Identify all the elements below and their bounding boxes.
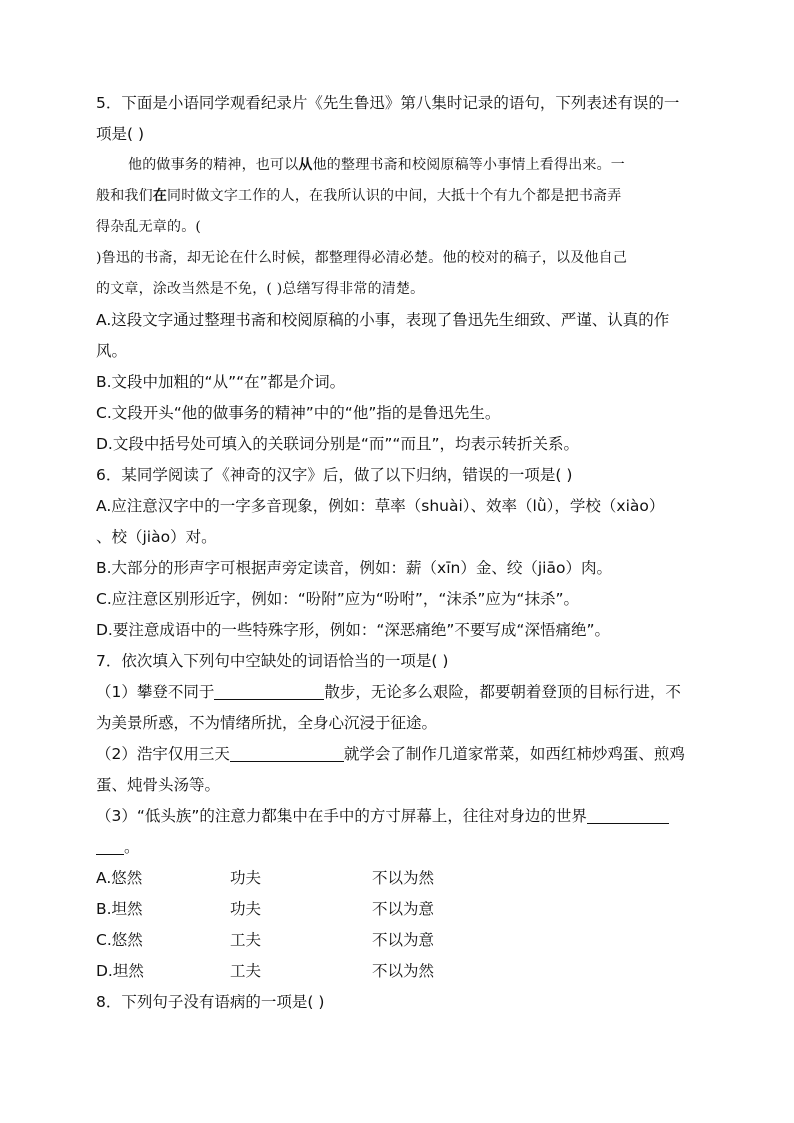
q5-option-b: B.文段中加粗的“从”“在”都是介词。 (96, 373, 346, 391)
fill-blank-1 (214, 681, 324, 700)
q7-sentence-2-line-1 (96, 739, 700, 770)
bold-word-cong: 从 (298, 157, 313, 173)
q7-sentence-1-line-2: 为美景所惑，不为情绪所扰，全身心沉浸于征途。 (96, 714, 438, 732)
q5-passage-line-1 (96, 150, 700, 181)
q6-option-c: C.应注意区别形近字，例如：“吩附”应为“吩咐”，“沫杀”应为“抹杀”。 (96, 590, 579, 608)
passage-text: 他的整理书斋和校阅原稿等小事情上看得出来。一 (312, 157, 626, 173)
sentence-text: （1）攀登不同于 (96, 683, 215, 701)
q8-stem: 8．下列句子没有语病的一项是( ) (96, 993, 325, 1011)
q6-option-a-line-2: 、校（jiào）对。 (96, 528, 217, 546)
q5-option-a-line-1: A.这段文字通过整理书斋和校阅原稿的小事，表现了鲁迅先生细致、严谨、认真的作 (96, 311, 670, 329)
option-cell: 不以为意 (372, 931, 435, 949)
option-cell: 工夫 (230, 931, 262, 949)
sentence-text: （2）浩宇仅用三天 (96, 745, 230, 763)
option-cell: C.悠然 (96, 931, 143, 949)
q5-passage-line-5: 的文章，涂改当然是不免，( )总缮写得非常的清楚。 (96, 281, 425, 297)
q6-option-a-line-1: A.应注意汉字中的一字多音现象，例如：草率（shuài）、效率（lǜ），学校（xiào） (96, 497, 665, 515)
q5-option-c: C.文段开头“他的做事务的精神”中的“他”指的是鲁迅先生。 (96, 404, 501, 422)
fill-blank-3b (96, 836, 124, 855)
q5-option-d: D.文段中括号处可填入的关联词分别是“而”“而且”，均表示转折关系。 (96, 435, 579, 453)
option-cell: 不以为意 (372, 900, 435, 918)
option-cell: 功夫 (230, 900, 262, 918)
option-cell: 功夫 (230, 869, 262, 887)
option-cell: 不以为然 (372, 962, 435, 980)
q7-option-a (96, 863, 700, 894)
q6-option-d: D.要注意成语中的一些特殊字形，例如：“深恶痛绝”不要写成“深悟痛绝”。 (96, 621, 610, 639)
q5-stem-line-1: 5．下面是小语同学观看纪录片《先生鲁迅》第八集时记录的语句，下列表述有误的一 (96, 94, 680, 112)
sentence-text: 散步，无论多么艰险，都要朝着登顶的目标行进，不 (324, 683, 681, 701)
passage-text: 同时做文字工作的人，在我所认识的中间，大抵十个有九个都是把书斋弄 (167, 188, 622, 204)
sentence-text: 。 (124, 838, 140, 856)
sentence-text: 就学会了制作几道家常菜，如西红柿炒鸡蛋、煎鸡 (343, 745, 685, 763)
fill-blank-3a (587, 805, 669, 824)
option-cell: 不以为然 (372, 869, 435, 887)
option-cell: A.悠然 (96, 869, 143, 887)
q6-option-b: B.大部分的形声字可根据声旁定读音，例如：薪（xīn）金、绞（jiāo）肉。 (96, 559, 612, 577)
option-cell: 工夫 (230, 962, 262, 980)
q7-option-d (96, 956, 700, 987)
option-cell: D.坦然 (96, 962, 144, 980)
q5-option-a-line-2: 风。 (96, 342, 128, 360)
passage-text: 他的做事务的精神，也可以 (128, 157, 299, 173)
q7-sentence-3-line-1 (96, 801, 700, 832)
q7-sentence-2-line-2: 蛋、炖骨头汤等。 (96, 776, 221, 794)
q5-passage-line-2 (96, 181, 700, 212)
q5-passage-line-3: 得杂乱无章的。( (96, 219, 202, 235)
q7-stem: 7．依次填入下列句中空缺处的词语恰当的一项是( ) (96, 652, 449, 670)
q6-stem: 6．某同学阅读了《神奇的汉字》后，做了以下归纳，错误的一项是( ) (96, 466, 573, 484)
exam-page (96, 88, 700, 1018)
q5-stem-line-2: 项是( ) (96, 125, 145, 143)
q7-option-b (96, 894, 700, 925)
fill-blank-2 (230, 743, 344, 762)
q7-sentence-1-line-1 (96, 677, 700, 708)
q7-option-c (96, 925, 700, 956)
bold-word-zai: 在 (152, 188, 168, 204)
q5-passage-line-4: )鲁迅的书斋，却无论在什么时候，都整理得必清必楚。他的校对的稿子，以及他自己 (96, 250, 628, 266)
option-cell: B.坦然 (96, 900, 143, 918)
sentence-text: （3）“低头族”的注意力都集中在手中的方寸屏幕上，往往对身边的世界 (96, 807, 587, 825)
q7-sentence-3-line-2 (96, 832, 700, 863)
passage-text: 般和我们 (96, 188, 153, 204)
